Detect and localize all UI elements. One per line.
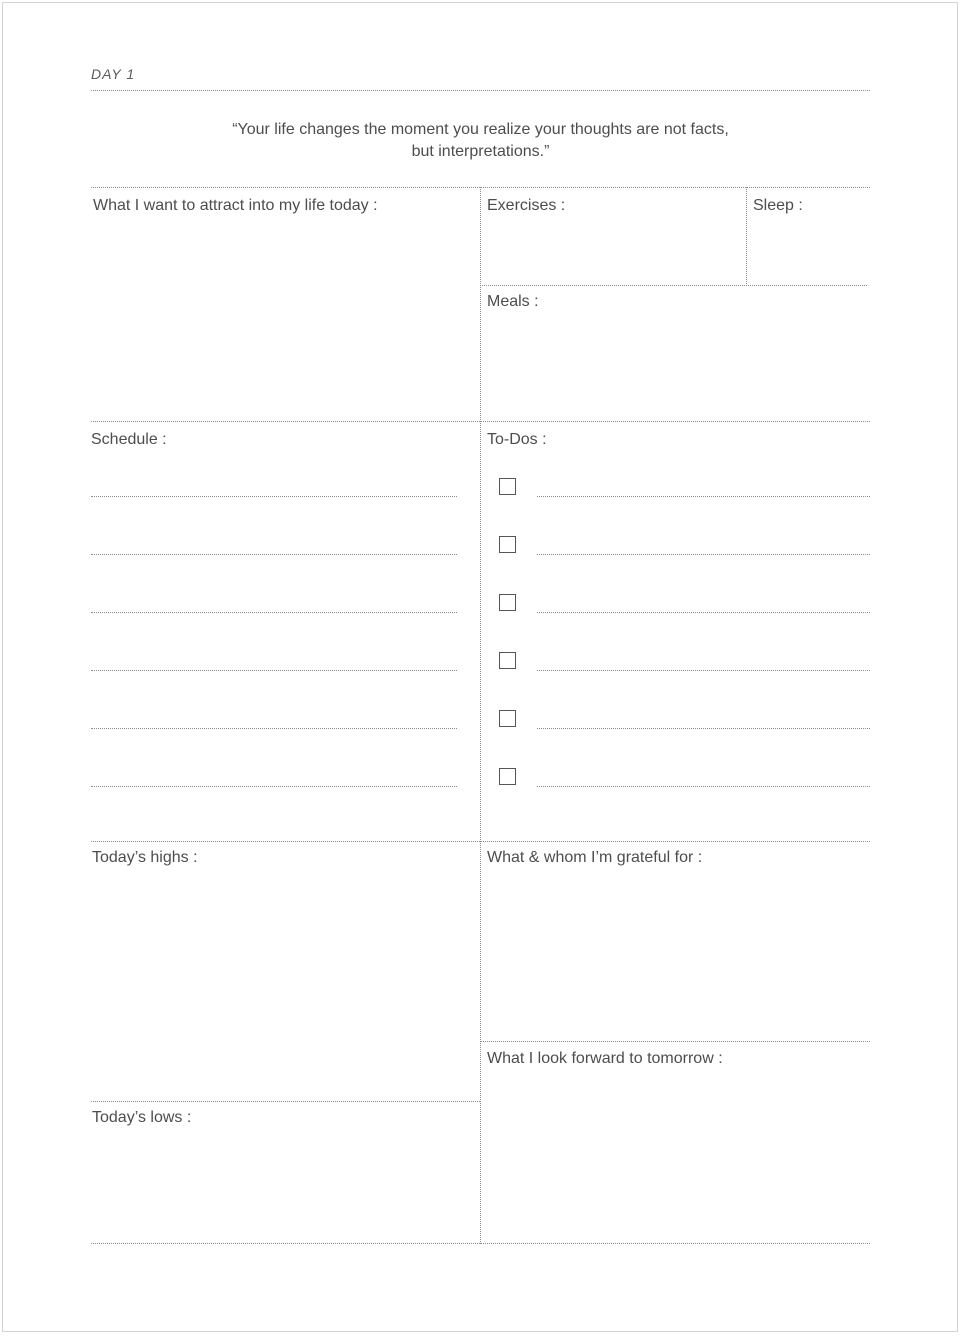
schedule-top-divider [91,421,870,422]
schedule-line[interactable] [91,496,457,497]
todo-checkbox[interactable] [499,710,516,727]
lows-top-divider [91,1101,480,1102]
exercise-meals-divider [480,285,867,286]
todo-line[interactable] [537,786,870,787]
schedule-label: Schedule : [91,431,167,448]
exercises-label: Exercises : [487,197,566,214]
schedule-line[interactable] [91,786,457,787]
schedule-line[interactable] [91,670,457,671]
header-divider [91,90,870,91]
day-label: DAY 1 [91,66,136,82]
todos-label: To-Dos : [487,431,547,448]
todo-line[interactable] [537,670,870,671]
todo-checkbox[interactable] [499,652,516,669]
schedule-line[interactable] [91,728,457,729]
attract-label: What I want to attract into my life today : [93,197,378,214]
forward-label: What I look forward to tomorrow : [487,1050,723,1067]
todo-checkbox[interactable] [499,536,516,553]
meals-label: Meals : [487,293,539,310]
quote-line-1: “Your life changes the moment you realize your thoughts are not facts, [232,121,729,138]
center-vertical-divider [480,187,481,1244]
todo-line[interactable] [537,554,870,555]
forward-top-divider [480,1041,870,1042]
todo-line[interactable] [537,496,870,497]
sleep-label: Sleep : [753,197,803,214]
grateful-label: What & whom I’m grateful for : [487,849,703,866]
todo-checkbox[interactable] [499,478,516,495]
grid-bottom-divider [91,1243,870,1244]
quote-line-2: but interpretations.” [411,143,550,160]
schedule-line[interactable] [91,554,457,555]
todo-line[interactable] [537,728,870,729]
lows-label: Today’s lows : [92,1109,192,1126]
schedule-line[interactable] [91,612,457,613]
todo-checkbox[interactable] [499,768,516,785]
quote [91,119,870,163]
todo-checkbox[interactable] [499,594,516,611]
exercise-sleep-divider [746,187,747,286]
todo-line[interactable] [537,612,870,613]
highs-top-divider [91,841,870,842]
highs-label: Today’s highs : [92,849,198,866]
